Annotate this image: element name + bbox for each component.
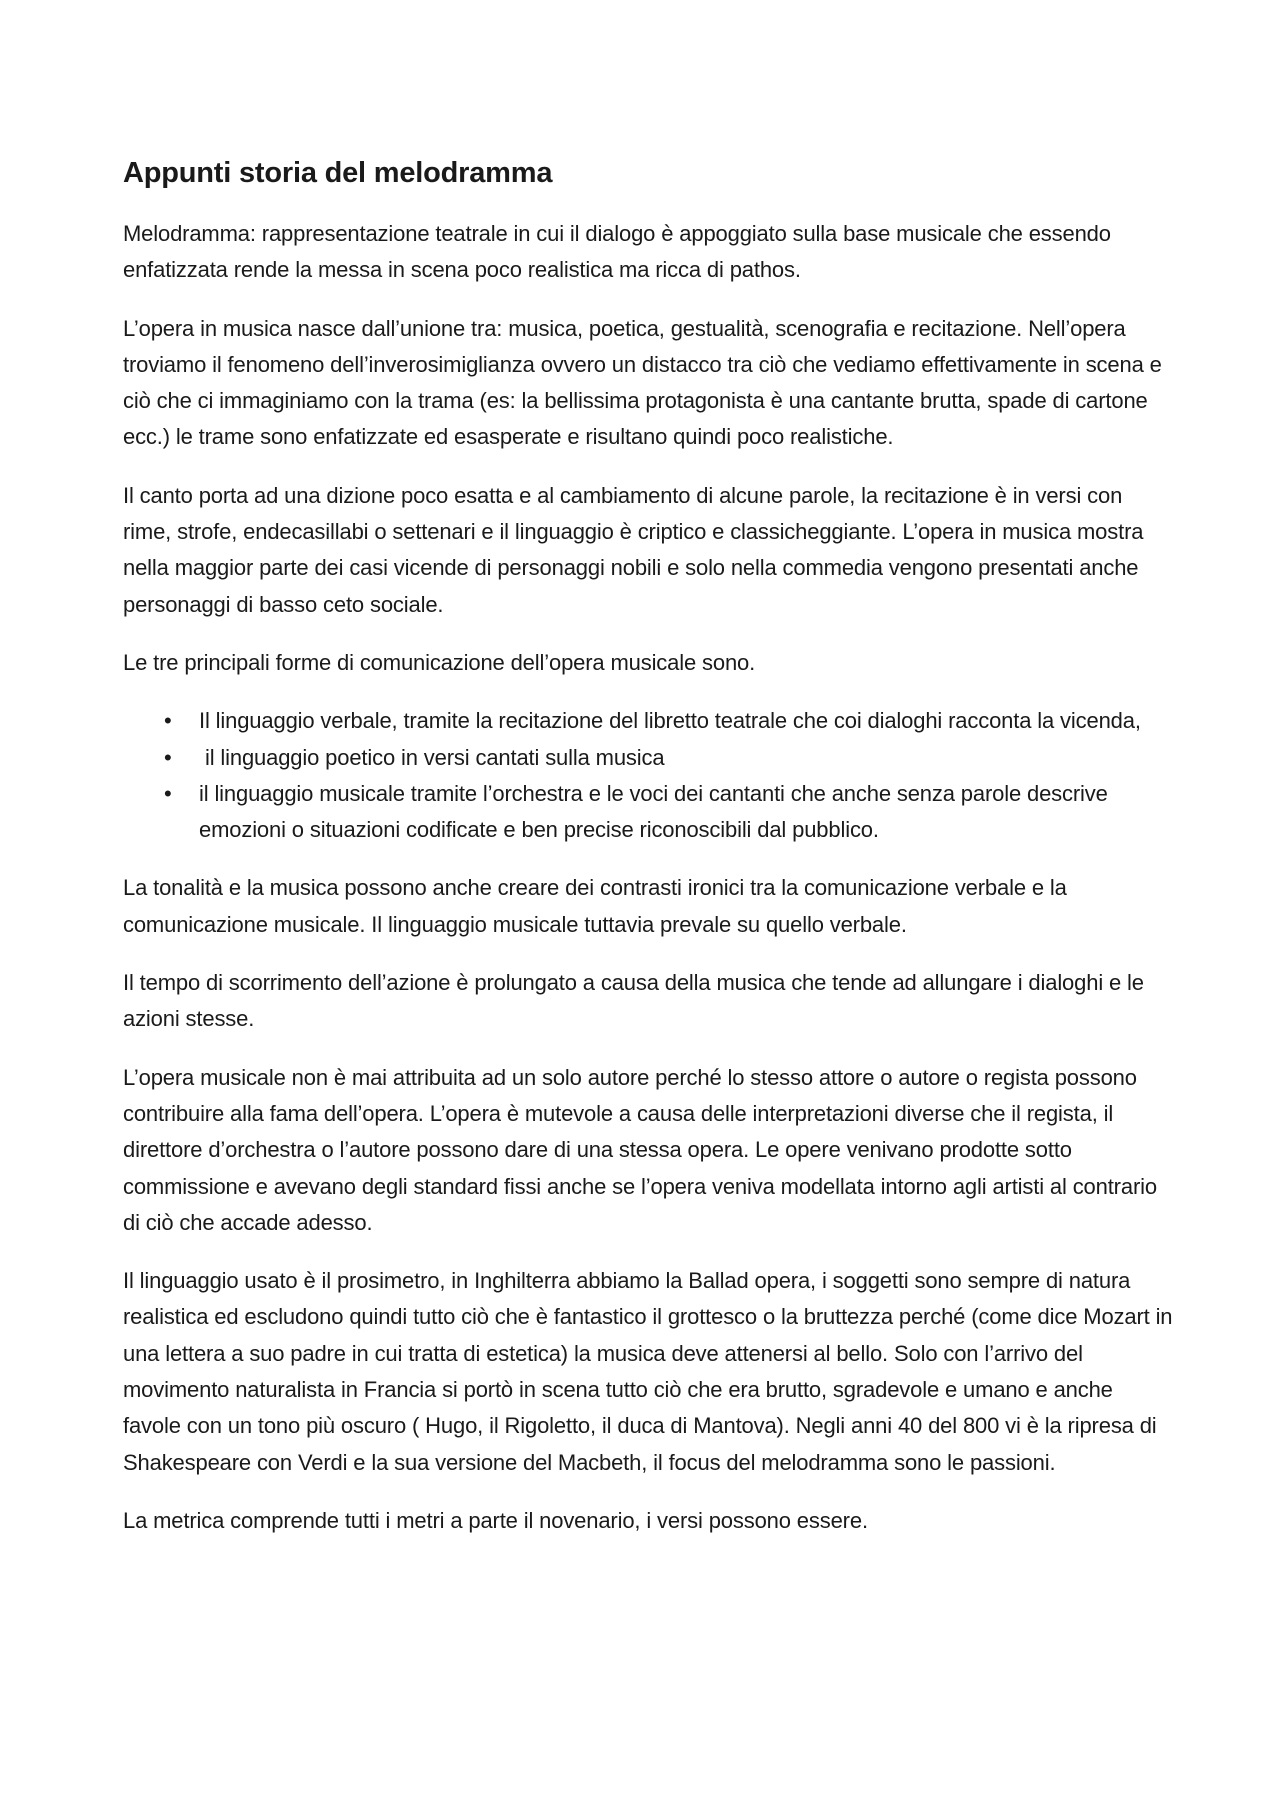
document-title: Appunti storia del melodramma bbox=[123, 157, 553, 189]
list-item bbox=[123, 740, 1173, 776]
communication-forms-list bbox=[123, 703, 1173, 848]
paragraph-metrics: La metrica comprende tutti i metri a parte il novenario, i versi possono essere. bbox=[123, 1507, 868, 1533]
list-item-text: Il linguaggio verbale, tramite la recitazione del libretto teatrale che coi dialoghi racconta la vicenda, bbox=[199, 708, 1141, 734]
paragraph-singing: Il canto porta ad una dizione poco esatta e al cambiamento di alcune parole, la recitazione è in versi con rime, strofe, endecasillabi o settenari e il linguaggio è criptico e classicheggiante. L’opera in musica mostra nella maggior parte dei casi vicende di personaggi nobili e solo nella commedia vengono presentati anche personaggi di basso ceto sociale. bbox=[123, 482, 1144, 617]
paragraph-authorship: L’opera musicale non è mai attribuita ad un solo autore perché lo stesso attore o autore o regista possono contribuire alla fama dell’opera. L’opera è mutevole a causa delle interpretazioni diverse che il regista, il direttore d’orchestra o l’autore possono dare di una stessa opera. Le opere venivano prodotte sotto commissione e avevano degli standard fissi anche se l’opera veniva modellata intorno agli artisti al contrario di ciò che accade adesso. bbox=[123, 1064, 1157, 1235]
paragraph-communication-intro: Le tre principali forme di comunicazione dell’opera musicale sono. bbox=[123, 649, 756, 675]
paragraph-origins: L’opera in musica nasce dall’unione tra: musica, poetica, gestualità, scenografia e recitazione. Nell’opera troviamo il fenomeno dell’inverosimiglianza ovvero un distacco tra ciò che vediamo effettivamente in scena e ciò che ci immaginiamo con la trama (es: la bellissima protagonista è una cantante brutta, spade di cartone ecc.) le trame sono enfatizzate ed esasperate e risultano quindi poco realistiche. bbox=[123, 315, 1162, 450]
list-item-text: il linguaggio poetico in versi cantati sulla musica bbox=[199, 744, 665, 770]
list-item bbox=[123, 776, 1173, 849]
bullet-icon: • bbox=[164, 708, 172, 734]
paragraph-language: Il linguaggio usato è il prosimetro, in Inghilterra abbiamo la Ballad opera, i soggetti sono sempre di natura realistica ed escludono quindi tutto ciò che è fantastico il grottesco o la bruttezza perché (come dice Mozart in una lettera a suo padre in cui tratta di estetica) la musica deve attenersi al bello. Solo con l’arrivo del movimento naturalista in Francia si portò in scena tutto ciò che era brutto, sgradevole e umano e anche favole con un tono più oscuro ( Hugo, il Rigoletto, il duca di Mantova). Negli anni 40 del 800 vi è la ripresa di Shakespeare con Verdi e la sua versione del Macbeth, il focus del melodramma sono le passioni. bbox=[123, 1268, 1173, 1475]
paragraph-definition: Melodramma: rappresentazione teatrale in cui il dialogo è appoggiato sulla base musicale che essendo enfatizzata rende la messa in scena poco realistica ma ricca di pathos. bbox=[123, 221, 1111, 283]
document-page bbox=[123, 154, 1173, 1561]
bullet-icon: • bbox=[164, 744, 172, 770]
paragraph-time: Il tempo di scorrimento dell’azione è prolungato a causa della musica che tende ad allungare i dialoghi e le azioni stesse. bbox=[123, 970, 1144, 1032]
paragraph-tonality: La tonalità e la musica possono anche creare dei contrasti ironici tra la comunicazione verbale e la comunicazione musicale. Il linguaggio musicale tuttavia prevale su quello verbale. bbox=[123, 875, 1067, 937]
bullet-icon: • bbox=[164, 780, 172, 806]
list-item-text: il linguaggio musicale tramite l’orchestra e le voci dei cantanti che anche senza parole descrive emozioni o situazioni codificate e ben precise riconoscibili dal pubblico. bbox=[199, 780, 1108, 843]
list-item bbox=[123, 703, 1173, 739]
